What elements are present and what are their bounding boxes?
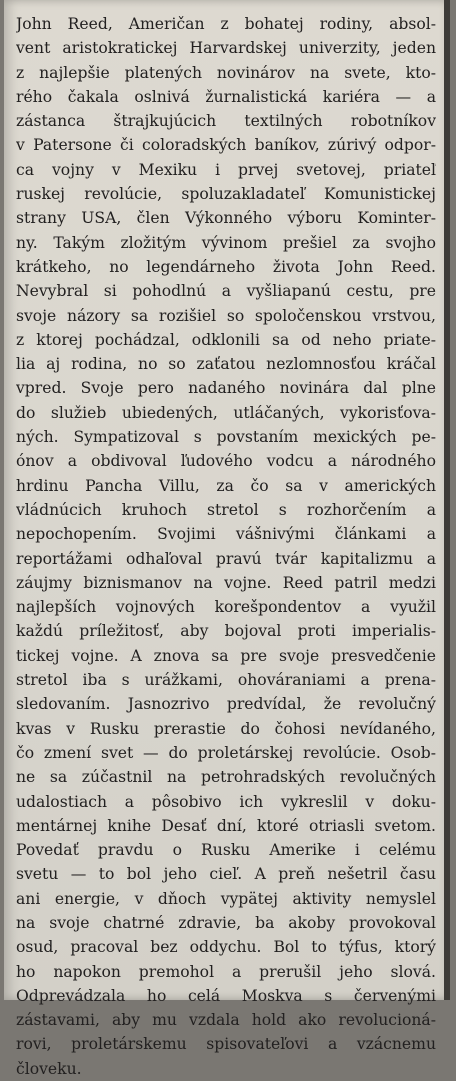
text-line: každú príležitosť, aby bojoval proti imperialis- <box>16 622 436 641</box>
text-line: vpred. Svoje pero nadaného novinára dal plne <box>16 379 436 398</box>
text-line: ne sa zúčastnil na petrohradských revolučných <box>16 768 436 787</box>
text-line: vládnúcich kruhoch stretol s rozhorčením a <box>16 500 436 519</box>
text-line: nepochopením. Svojimi vášnivými článkami a <box>16 525 436 544</box>
text-line: krátkeho, no legendárneho života John Reed. <box>16 257 436 276</box>
text-line: zástanca štrajkujúcich textilných robotníkov <box>16 112 436 131</box>
text-line: zástavami, aby mu vzdala hold ako revolucioná- <box>16 1011 436 1030</box>
text-line: lia aj rodina, no so zaťatou nezlomnosťou kráčal <box>16 355 436 374</box>
text-line: sledovaním. Jasnozrivo predvídal, že revolučný <box>16 695 436 714</box>
text-line: ho napokon premohol a prerušil jeho slová. <box>16 962 436 981</box>
text-line: hrdinu Pancha Villu, za čo sa v amerických <box>16 476 436 495</box>
text-line: Povedať pravdu o Rusku Amerike i celému <box>16 841 436 860</box>
text-line: strany USA, člen Výkonného výboru Kominter- <box>16 209 436 228</box>
text-line: Nevybral si pohodlnú a vyšliapanú cestu, pre <box>16 282 436 301</box>
text-line: kvas v Rusku prerastie do čohosi nevídaného, <box>16 719 436 738</box>
text-line: rovi, proletárskemu spisovateľovi a vzácnemu <box>16 1035 436 1054</box>
text-line: človeku. <box>16 1059 82 1078</box>
text-line: na svoje chatrné zdravie, ba akoby provokoval <box>16 913 436 932</box>
text-line: udalostiach a pôsobivo ich vykreslil v doku- <box>16 792 436 811</box>
text-line: mentárnej knihe Desať dní, ktoré otriasli svetom. <box>16 816 436 835</box>
text-line: čo zmení svet — do proletárskej revolúcie. Osob- <box>16 743 436 762</box>
text-line: tickej vojne. A znova sa pre svoje presvedčenie <box>16 646 436 665</box>
page-edge-shadow <box>444 0 450 1000</box>
text-line: ny. Takým zložitým vývinom prešiel za svojho <box>16 233 436 252</box>
text-line: najlepších vojnových korešpondentov a využil <box>16 598 436 617</box>
text-line: záujmy biznismanov na vojne. Reed patril medzi <box>16 573 436 592</box>
body-text-paragraph <box>16 12 436 1081</box>
text-line: vent aristokratickej Harvardskej univerzity, jeden <box>16 39 436 58</box>
text-line: ca vojny v Mexiku i prvej svetovej, priateľ <box>16 160 436 179</box>
text-line: z ktorej pochádzal, odklonili sa od neho priate- <box>16 330 436 349</box>
text-line: osud, pracoval bez oddychu. Bol to týfus, ktorý <box>16 938 436 957</box>
text-line: svoje názory sa rozišiel so spoločenskou vrstvou, <box>16 306 436 325</box>
text-line: ani energie, v dňoch vypätej aktivity nemyslel <box>16 889 436 908</box>
book-page <box>4 0 450 1078</box>
text-line: z najlepšie platených novinárov na svete, kto- <box>16 63 436 82</box>
text-line: rého čakala oslnivá žurnalistická kariéra — a <box>16 87 436 106</box>
text-line: ónov a obdivoval ľudového vodcu a národného <box>16 452 436 471</box>
text-line: ruskej revolúcie, spoluzakladateľ Komunistickej <box>16 185 436 204</box>
text-line: v Patersone či coloradských baníkov, zúrivý odpor- <box>16 136 436 155</box>
text-line: reportážami odhaľoval pravú tvár kapitalizmu a <box>16 549 436 568</box>
text-line: Odprevádzala ho celá Moskva s červenými <box>16 986 436 1005</box>
text-line: do služieb ubiedených, utláčaných, vykorisťova- <box>16 403 436 422</box>
text-line: stretol iba s urážkami, ohováraniami a prena- <box>16 671 436 690</box>
text-line: svetu — to bol jeho cieľ. A preň nešetril času <box>16 865 436 884</box>
text-line: ných. Sympatizoval s povstaním mexických pe- <box>16 428 436 447</box>
text-line: John Reed, Američan z bohatej rodiny, absol- <box>16 15 436 33</box>
